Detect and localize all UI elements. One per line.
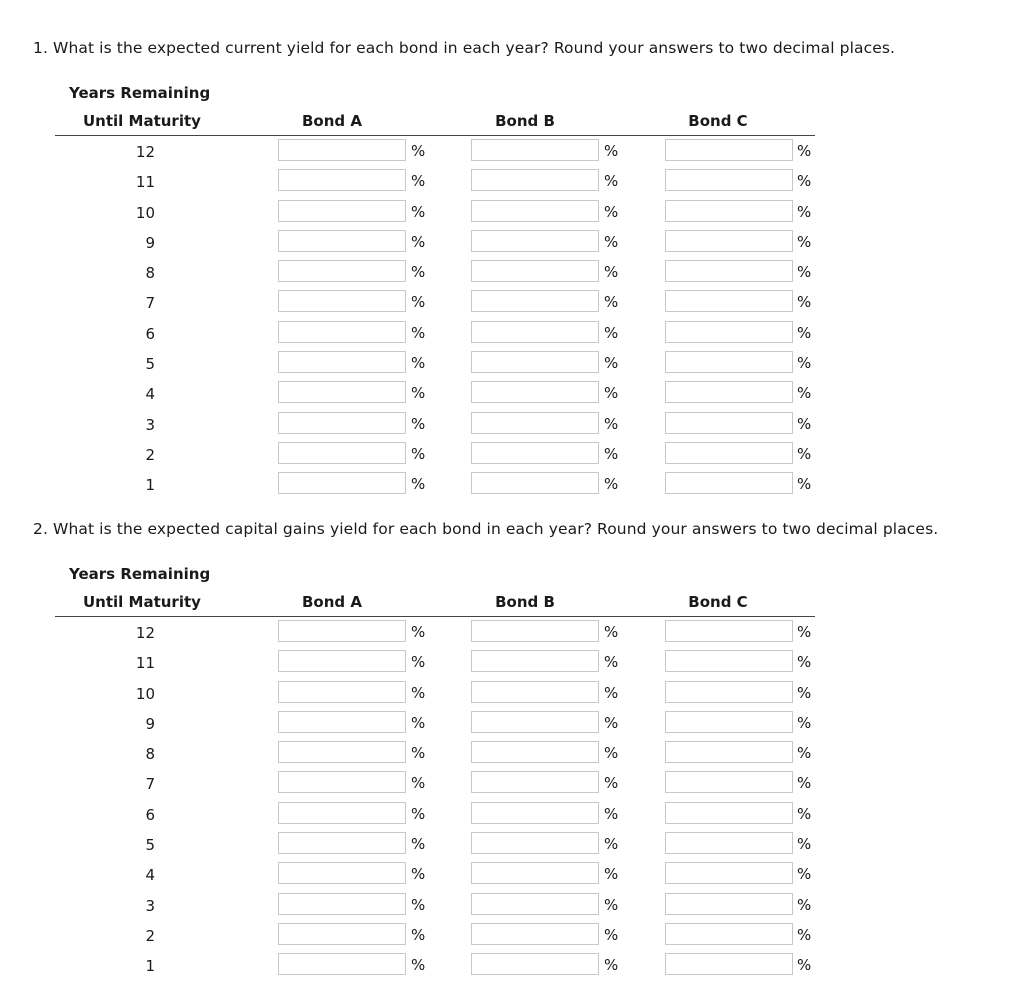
percent-unit-label: % <box>604 865 619 884</box>
capital-gains-yield-bond-c-input[interactable] <box>665 620 793 642</box>
percent-unit-label: % <box>604 414 619 433</box>
current-yield-bond-c-input[interactable] <box>665 381 793 403</box>
current-yield-bond-c-input[interactable] <box>665 442 793 464</box>
year-label: 1 <box>145 957 155 976</box>
year-label: 4 <box>145 385 155 404</box>
capital-gains-yield-bond-c-input[interactable] <box>665 893 793 915</box>
bond-c-header: Bond C <box>688 112 748 130</box>
table-row <box>0 198 1016 228</box>
capital-gains-yield-bond-c-input[interactable] <box>665 650 793 672</box>
year-label: 6 <box>145 805 155 824</box>
percent-unit-label: % <box>411 623 426 641</box>
capital-gains-yield-bond-b-input[interactable] <box>471 650 599 672</box>
current-yield-bond-b-input[interactable] <box>471 290 599 312</box>
bond-c-header: Bond C <box>688 593 748 611</box>
capital-gains-yield-bond-c-input[interactable] <box>665 953 793 975</box>
year-label: 5 <box>145 836 155 855</box>
table-row <box>0 951 1016 981</box>
percent-unit-label: % <box>604 444 619 463</box>
percent-unit-label: % <box>797 263 812 282</box>
capital-gains-yield-bond-b-input[interactable] <box>471 681 599 703</box>
percent-unit-label: % <box>604 623 619 641</box>
current-yield-bond-b-input[interactable] <box>471 260 599 282</box>
year-label: 2 <box>145 445 155 464</box>
year-label: 7 <box>145 294 155 313</box>
percent-unit-label: % <box>797 804 812 823</box>
capital-gains-yield-bond-b-input[interactable] <box>471 802 599 824</box>
percent-unit-label: % <box>411 444 426 463</box>
percent-unit-label: % <box>797 475 812 494</box>
percent-unit-label: % <box>411 172 426 191</box>
capital-gains-yield-bond-a-input[interactable] <box>278 862 406 884</box>
year-label: 10 <box>135 684 155 703</box>
year-label: 11 <box>135 173 155 192</box>
percent-unit-label: % <box>604 142 619 160</box>
capital-gains-yield-bond-b-input[interactable] <box>471 923 599 945</box>
capital-gains-yield-bond-a-input[interactable] <box>278 953 406 975</box>
percent-unit-label: % <box>411 232 426 251</box>
table-row <box>0 709 1016 739</box>
current-yield-bond-c-input[interactable] <box>665 351 793 373</box>
year-label: 2 <box>145 926 155 945</box>
percent-unit-label: % <box>604 202 619 221</box>
percent-unit-label: % <box>411 925 426 944</box>
capital-gains-yield-bond-a-input[interactable] <box>278 802 406 824</box>
current-yield-table <box>0 0 1016 495</box>
table-row <box>0 349 1016 379</box>
year-label: 9 <box>145 714 155 733</box>
percent-unit-label: % <box>797 444 812 463</box>
question-2-text: 2. What is the expected capital gains yield for each bond in each year? Round your answers to two decimal places. <box>33 520 939 538</box>
capital-gains-yield-bond-a-input[interactable] <box>278 711 406 733</box>
capital-gains-yield-bond-c-input[interactable] <box>665 862 793 884</box>
table-row <box>0 440 1016 470</box>
percent-unit-label: % <box>411 804 426 823</box>
capital-gains-yield-bond-b-input[interactable] <box>471 741 599 763</box>
percent-unit-label: % <box>604 774 619 793</box>
percent-unit-label: % <box>604 172 619 191</box>
current-yield-bond-c-input[interactable] <box>665 169 793 191</box>
table-row <box>0 137 1016 167</box>
current-yield-bond-b-input[interactable] <box>471 169 599 191</box>
capital-gains-yield-bond-c-input[interactable] <box>665 681 793 703</box>
table-row <box>0 288 1016 318</box>
percent-unit-label: % <box>797 414 812 433</box>
current-yield-bond-a-input[interactable] <box>278 169 406 191</box>
header-divider <box>55 135 815 136</box>
current-yield-bond-b-input[interactable] <box>471 442 599 464</box>
percent-unit-label: % <box>797 202 812 221</box>
capital-gains-yield-bond-b-input[interactable] <box>471 620 599 642</box>
years-remaining-header: Years Remaining <box>69 565 211 583</box>
year-label: 9 <box>145 233 155 252</box>
capital-gains-yield-bond-b-input[interactable] <box>471 953 599 975</box>
percent-unit-label: % <box>604 293 619 312</box>
percent-unit-label: % <box>411 323 426 342</box>
current-yield-bond-b-input[interactable] <box>471 381 599 403</box>
percent-unit-label: % <box>604 925 619 944</box>
year-label: 5 <box>145 355 155 374</box>
percent-unit-label: % <box>797 293 812 312</box>
table-row <box>0 618 1016 648</box>
until-maturity-header: Until Maturity <box>83 593 201 611</box>
percent-unit-label: % <box>604 475 619 494</box>
percent-unit-label: % <box>604 323 619 342</box>
current-yield-bond-a-input[interactable] <box>278 381 406 403</box>
percent-unit-label: % <box>411 744 426 763</box>
capital-gains-yield-bond-a-input[interactable] <box>278 681 406 703</box>
percent-unit-label: % <box>797 384 812 403</box>
bond-b-header: Bond B <box>495 112 555 130</box>
table-row <box>0 891 1016 921</box>
percent-unit-label: % <box>604 895 619 914</box>
capital-gains-yield-bond-b-input[interactable] <box>471 832 599 854</box>
table-rows <box>0 618 1016 982</box>
table-row <box>0 319 1016 349</box>
percent-unit-label: % <box>411 835 426 854</box>
percent-unit-label: % <box>411 142 426 160</box>
current-yield-bond-c-input[interactable] <box>665 412 793 434</box>
bond-a-header: Bond A <box>302 112 362 130</box>
table-row <box>0 648 1016 678</box>
current-yield-bond-c-input[interactable] <box>665 230 793 252</box>
year-label: 10 <box>135 203 155 222</box>
current-yield-bond-b-input[interactable] <box>471 412 599 434</box>
year-label: 3 <box>145 896 155 915</box>
year-label: 6 <box>145 324 155 343</box>
percent-unit-label: % <box>411 653 426 672</box>
table-row <box>0 860 1016 890</box>
current-yield-bond-b-input[interactable] <box>471 351 599 373</box>
percent-unit-label: % <box>604 804 619 823</box>
percent-unit-label: % <box>604 835 619 854</box>
percent-unit-label: % <box>411 865 426 884</box>
capital-gains-yield-bond-c-input[interactable] <box>665 741 793 763</box>
current-yield-bond-a-input[interactable] <box>278 230 406 252</box>
percent-unit-label: % <box>797 232 812 251</box>
capital-gains-yield-bond-c-input[interactable] <box>665 923 793 945</box>
percent-unit-label: % <box>604 653 619 672</box>
capital-gains-yield-bond-a-input[interactable] <box>278 832 406 854</box>
percent-unit-label: % <box>411 293 426 312</box>
year-label: 8 <box>145 264 155 283</box>
table-rows <box>0 137 1016 501</box>
current-yield-bond-c-input[interactable] <box>665 290 793 312</box>
current-yield-bond-a-input[interactable] <box>278 290 406 312</box>
table-row <box>0 739 1016 769</box>
capital-gains-yield-bond-c-input[interactable] <box>665 771 793 793</box>
capital-gains-yield-bond-a-input[interactable] <box>278 620 406 642</box>
until-maturity-header: Until Maturity <box>83 112 201 130</box>
percent-unit-label: % <box>411 713 426 732</box>
capital-gains-yield-table <box>0 481 1016 976</box>
percent-unit-label: % <box>797 323 812 342</box>
capital-gains-yield-bond-c-input[interactable] <box>665 711 793 733</box>
percent-unit-label: % <box>797 774 812 793</box>
table-row <box>0 379 1016 409</box>
current-yield-bond-a-input[interactable] <box>278 260 406 282</box>
capital-gains-yield-bond-b-input[interactable] <box>471 771 599 793</box>
percent-unit-label: % <box>411 683 426 702</box>
current-yield-bond-a-input[interactable] <box>278 442 406 464</box>
percent-unit-label: % <box>797 354 812 373</box>
table-row <box>0 258 1016 288</box>
table-row <box>0 800 1016 830</box>
percent-unit-label: % <box>797 956 812 975</box>
percent-unit-label: % <box>411 202 426 221</box>
percent-unit-label: % <box>797 925 812 944</box>
current-yield-bond-a-input[interactable] <box>278 351 406 373</box>
year-label: 12 <box>135 143 155 161</box>
percent-unit-label: % <box>411 774 426 793</box>
percent-unit-label: % <box>411 384 426 403</box>
percent-unit-label: % <box>797 683 812 702</box>
current-yield-bond-a-input[interactable] <box>278 200 406 222</box>
year-label: 4 <box>145 866 155 885</box>
year-label: 1 <box>145 476 155 495</box>
percent-unit-label: % <box>797 865 812 884</box>
table-row <box>0 228 1016 258</box>
current-yield-bond-c-input[interactable] <box>665 260 793 282</box>
current-yield-bond-c-input[interactable] <box>665 139 793 161</box>
percent-unit-label: % <box>797 835 812 854</box>
current-yield-bond-b-input[interactable] <box>471 139 599 161</box>
percent-unit-label: % <box>604 683 619 702</box>
capital-gains-yield-bond-a-input[interactable] <box>278 923 406 945</box>
percent-unit-label: % <box>604 232 619 251</box>
table-row <box>0 679 1016 709</box>
percent-unit-label: % <box>604 263 619 282</box>
capital-gains-yield-bond-a-input[interactable] <box>278 893 406 915</box>
year-label: 12 <box>135 624 155 642</box>
capital-gains-yield-bond-a-input[interactable] <box>278 650 406 672</box>
percent-unit-label: % <box>604 384 619 403</box>
capital-gains-yield-bond-c-input[interactable] <box>665 802 793 824</box>
table-row <box>0 830 1016 860</box>
current-yield-bond-b-input[interactable] <box>471 321 599 343</box>
percent-unit-label: % <box>797 895 812 914</box>
years-remaining-header: Years Remaining <box>69 84 211 102</box>
table-row <box>0 769 1016 799</box>
year-label: 11 <box>135 654 155 673</box>
current-yield-bond-c-input[interactable] <box>665 200 793 222</box>
current-yield-bond-a-input[interactable] <box>278 321 406 343</box>
year-label: 7 <box>145 775 155 794</box>
percent-unit-label: % <box>411 475 426 494</box>
percent-unit-label: % <box>411 895 426 914</box>
year-label: 3 <box>145 415 155 434</box>
current-yield-bond-a-input[interactable] <box>278 139 406 161</box>
capital-gains-yield-bond-a-input[interactable] <box>278 741 406 763</box>
percent-unit-label: % <box>797 744 812 763</box>
current-yield-bond-c-input[interactable] <box>665 321 793 343</box>
current-yield-bond-b-input[interactable] <box>471 200 599 222</box>
table-row <box>0 921 1016 951</box>
percent-unit-label: % <box>797 142 812 160</box>
header-divider <box>55 616 815 617</box>
percent-unit-label: % <box>411 956 426 975</box>
percent-unit-label: % <box>797 172 812 191</box>
percent-unit-label: % <box>797 623 812 641</box>
question-1-text: 1. What is the expected current yield for each bond in each year? Round your answers to two decimal places. <box>33 39 896 57</box>
capital-gains-yield-bond-a-input[interactable] <box>278 771 406 793</box>
percent-unit-label: % <box>411 263 426 282</box>
year-label: 8 <box>145 745 155 764</box>
bond-a-header: Bond A <box>302 593 362 611</box>
percent-unit-label: % <box>797 713 812 732</box>
table-row <box>0 167 1016 197</box>
percent-unit-label: % <box>411 414 426 433</box>
capital-gains-yield-bond-b-input[interactable] <box>471 862 599 884</box>
current-yield-bond-b-input[interactable] <box>471 230 599 252</box>
percent-unit-label: % <box>604 354 619 373</box>
percent-unit-label: % <box>604 713 619 732</box>
capital-gains-yield-bond-b-input[interactable] <box>471 893 599 915</box>
bond-b-header: Bond B <box>495 593 555 611</box>
percent-unit-label: % <box>797 653 812 672</box>
percent-unit-label: % <box>411 354 426 373</box>
percent-unit-label: % <box>604 956 619 975</box>
table-row <box>0 410 1016 440</box>
capital-gains-yield-bond-b-input[interactable] <box>471 711 599 733</box>
percent-unit-label: % <box>604 744 619 763</box>
current-yield-bond-a-input[interactable] <box>278 412 406 434</box>
capital-gains-yield-bond-c-input[interactable] <box>665 832 793 854</box>
